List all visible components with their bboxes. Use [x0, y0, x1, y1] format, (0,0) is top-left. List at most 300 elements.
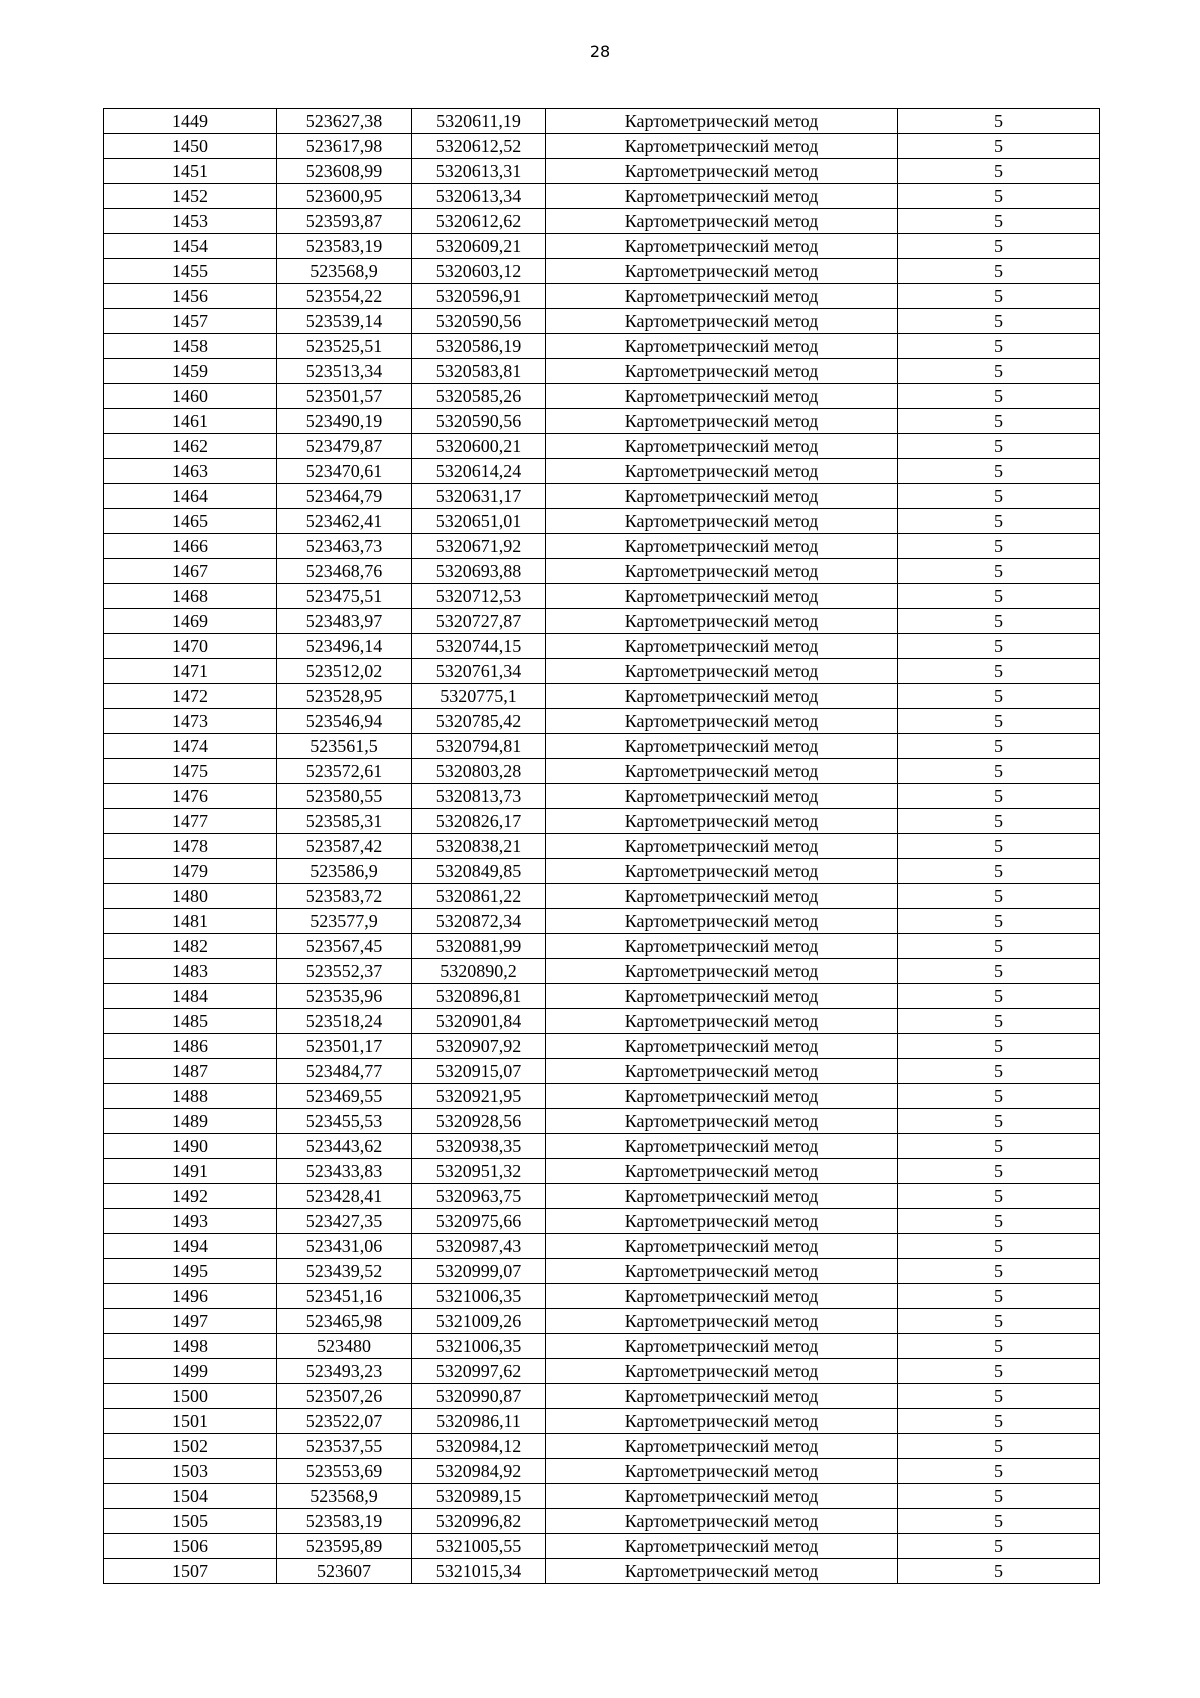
- accuracy-cell: 5: [898, 409, 1100, 434]
- y-coordinate-cell: 5320989,15: [412, 1484, 546, 1509]
- accuracy-cell: 5: [898, 1484, 1100, 1509]
- x-coordinate-cell: 523522,07: [277, 1409, 412, 1434]
- method-cell: Картометрический метод: [546, 959, 898, 984]
- point-number-cell: 1476: [104, 784, 277, 809]
- y-coordinate-cell: 5320744,15: [412, 634, 546, 659]
- method-cell: Картометрический метод: [546, 934, 898, 959]
- method-cell: Картометрический метод: [546, 834, 898, 859]
- table-row: [104, 1009, 1100, 1034]
- method-cell: Картометрический метод: [546, 634, 898, 659]
- table-row: [104, 284, 1100, 309]
- accuracy-cell: 5: [898, 484, 1100, 509]
- y-coordinate-cell: 5320803,28: [412, 759, 546, 784]
- y-coordinate-cell: 5320872,34: [412, 909, 546, 934]
- accuracy-cell: 5: [898, 1209, 1100, 1234]
- accuracy-cell: 5: [898, 1409, 1100, 1434]
- x-coordinate-cell: 523431,06: [277, 1234, 412, 1259]
- point-number-cell: 1479: [104, 859, 277, 884]
- accuracy-cell: 5: [898, 934, 1100, 959]
- y-coordinate-cell: 5320671,92: [412, 534, 546, 559]
- point-number-cell: 1464: [104, 484, 277, 509]
- point-number-cell: 1483: [104, 959, 277, 984]
- y-coordinate-cell: 5320938,35: [412, 1134, 546, 1159]
- point-number-cell: 1491: [104, 1159, 277, 1184]
- table-body: [104, 109, 1100, 1584]
- x-coordinate-cell: 523595,89: [277, 1534, 412, 1559]
- table-row: [104, 884, 1100, 909]
- table-row: [104, 334, 1100, 359]
- method-cell: Картометрический метод: [546, 1484, 898, 1509]
- x-coordinate-cell: 523552,37: [277, 959, 412, 984]
- accuracy-cell: 5: [898, 1184, 1100, 1209]
- x-coordinate-cell: 523617,98: [277, 134, 412, 159]
- y-coordinate-cell: 5320693,88: [412, 559, 546, 584]
- accuracy-cell: 5: [898, 534, 1100, 559]
- x-coordinate-cell: 523507,26: [277, 1384, 412, 1409]
- x-coordinate-cell: 523501,17: [277, 1034, 412, 1059]
- x-coordinate-cell: 523501,57: [277, 384, 412, 409]
- table-row: [104, 1534, 1100, 1559]
- point-number-cell: 1492: [104, 1184, 277, 1209]
- accuracy-cell: 5: [898, 1109, 1100, 1134]
- point-number-cell: 1449: [104, 109, 277, 134]
- y-coordinate-cell: 5321006,35: [412, 1284, 546, 1309]
- x-coordinate-cell: 523528,95: [277, 684, 412, 709]
- table-row: [104, 384, 1100, 409]
- coordinates-table: [103, 108, 1100, 1584]
- table-row: [104, 759, 1100, 784]
- accuracy-cell: 5: [898, 1509, 1100, 1534]
- table-row: [104, 1509, 1100, 1534]
- x-coordinate-cell: 523568,9: [277, 1484, 412, 1509]
- accuracy-cell: 5: [898, 1034, 1100, 1059]
- method-cell: Картометрический метод: [546, 484, 898, 509]
- method-cell: Картометрический метод: [546, 1509, 898, 1534]
- y-coordinate-cell: 5320890,2: [412, 959, 546, 984]
- table-row: [104, 1434, 1100, 1459]
- y-coordinate-cell: 5320651,01: [412, 509, 546, 534]
- method-cell: Картометрический метод: [546, 859, 898, 884]
- y-coordinate-cell: 5321006,35: [412, 1334, 546, 1359]
- method-cell: Картометрический метод: [546, 684, 898, 709]
- y-coordinate-cell: 5320861,22: [412, 884, 546, 909]
- method-cell: Картометрический метод: [546, 409, 898, 434]
- accuracy-cell: 5: [898, 759, 1100, 784]
- table-row: [104, 1059, 1100, 1084]
- accuracy-cell: 5: [898, 884, 1100, 909]
- method-cell: Картометрический метод: [546, 884, 898, 909]
- x-coordinate-cell: 523580,55: [277, 784, 412, 809]
- point-number-cell: 1471: [104, 659, 277, 684]
- point-number-cell: 1460: [104, 384, 277, 409]
- table-row: [104, 159, 1100, 184]
- accuracy-cell: 5: [898, 1009, 1100, 1034]
- y-coordinate-cell: 5320838,21: [412, 834, 546, 859]
- method-cell: Картометрический метод: [546, 584, 898, 609]
- method-cell: Картометрический метод: [546, 1234, 898, 1259]
- point-number-cell: 1451: [104, 159, 277, 184]
- x-coordinate-cell: 523593,87: [277, 209, 412, 234]
- method-cell: Картометрический метод: [546, 1309, 898, 1334]
- table-row: [104, 509, 1100, 534]
- x-coordinate-cell: 523585,31: [277, 809, 412, 834]
- table-row: [104, 1134, 1100, 1159]
- x-coordinate-cell: 523496,14: [277, 634, 412, 659]
- y-coordinate-cell: 5320596,91: [412, 284, 546, 309]
- method-cell: Картометрический метод: [546, 159, 898, 184]
- x-coordinate-cell: 523535,96: [277, 984, 412, 1009]
- table-row: [104, 659, 1100, 684]
- method-cell: Картометрический метод: [546, 259, 898, 284]
- x-coordinate-cell: 523587,42: [277, 834, 412, 859]
- table-row: [104, 1384, 1100, 1409]
- method-cell: Картометрический метод: [546, 534, 898, 559]
- point-number-cell: 1486: [104, 1034, 277, 1059]
- accuracy-cell: 5: [898, 1234, 1100, 1259]
- x-coordinate-cell: 523428,41: [277, 1184, 412, 1209]
- point-number-cell: 1459: [104, 359, 277, 384]
- table-row: [104, 834, 1100, 859]
- x-coordinate-cell: 523568,9: [277, 259, 412, 284]
- x-coordinate-cell: 523583,19: [277, 234, 412, 259]
- y-coordinate-cell: 5320775,1: [412, 684, 546, 709]
- table-row: [104, 1484, 1100, 1509]
- table-row: [104, 709, 1100, 734]
- method-cell: Картометрический метод: [546, 559, 898, 584]
- y-coordinate-cell: 5320585,26: [412, 384, 546, 409]
- point-number-cell: 1455: [104, 259, 277, 284]
- y-coordinate-cell: 5320951,32: [412, 1159, 546, 1184]
- accuracy-cell: 5: [898, 984, 1100, 1009]
- point-number-cell: 1468: [104, 584, 277, 609]
- accuracy-cell: 5: [898, 359, 1100, 384]
- point-number-cell: 1470: [104, 634, 277, 659]
- point-number-cell: 1458: [104, 334, 277, 359]
- accuracy-cell: 5: [898, 959, 1100, 984]
- method-cell: Картометрический метод: [546, 209, 898, 234]
- table-row: [104, 684, 1100, 709]
- method-cell: Картометрический метод: [546, 284, 898, 309]
- accuracy-cell: 5: [898, 234, 1100, 259]
- accuracy-cell: 5: [898, 309, 1100, 334]
- accuracy-cell: 5: [898, 1059, 1100, 1084]
- y-coordinate-cell: 5321009,26: [412, 1309, 546, 1334]
- method-cell: Картометрический метод: [546, 1284, 898, 1309]
- x-coordinate-cell: 523553,69: [277, 1459, 412, 1484]
- y-coordinate-cell: 5320881,99: [412, 934, 546, 959]
- point-number-cell: 1463: [104, 459, 277, 484]
- y-coordinate-cell: 5320826,17: [412, 809, 546, 834]
- point-number-cell: 1461: [104, 409, 277, 434]
- y-coordinate-cell: 5320631,17: [412, 484, 546, 509]
- y-coordinate-cell: 5320999,07: [412, 1259, 546, 1284]
- y-coordinate-cell: 5320727,87: [412, 609, 546, 634]
- table-row: [104, 634, 1100, 659]
- table-row: [104, 209, 1100, 234]
- accuracy-cell: 5: [898, 1534, 1100, 1559]
- point-number-cell: 1481: [104, 909, 277, 934]
- x-coordinate-cell: 523577,9: [277, 909, 412, 934]
- table-row: [104, 909, 1100, 934]
- y-coordinate-cell: 5320896,81: [412, 984, 546, 1009]
- accuracy-cell: 5: [898, 584, 1100, 609]
- x-coordinate-cell: 523567,45: [277, 934, 412, 959]
- y-coordinate-cell: 5320612,52: [412, 134, 546, 159]
- accuracy-cell: 5: [898, 1084, 1100, 1109]
- method-cell: Картометрический метод: [546, 1409, 898, 1434]
- x-coordinate-cell: 523469,55: [277, 1084, 412, 1109]
- x-coordinate-cell: 523462,41: [277, 509, 412, 534]
- accuracy-cell: 5: [898, 509, 1100, 534]
- method-cell: Картометрический метод: [546, 334, 898, 359]
- accuracy-cell: 5: [898, 684, 1100, 709]
- point-number-cell: 1477: [104, 809, 277, 834]
- accuracy-cell: 5: [898, 434, 1100, 459]
- point-number-cell: 1456: [104, 284, 277, 309]
- point-number-cell: 1462: [104, 434, 277, 459]
- accuracy-cell: 5: [898, 1309, 1100, 1334]
- y-coordinate-cell: 5320603,12: [412, 259, 546, 284]
- method-cell: Картометрический метод: [546, 1059, 898, 1084]
- y-coordinate-cell: 5320586,19: [412, 334, 546, 359]
- y-coordinate-cell: 5320901,84: [412, 1009, 546, 1034]
- method-cell: Картометрический метод: [546, 1034, 898, 1059]
- x-coordinate-cell: 523518,24: [277, 1009, 412, 1034]
- table-row: [104, 134, 1100, 159]
- y-coordinate-cell: 5320986,11: [412, 1409, 546, 1434]
- point-number-cell: 1472: [104, 684, 277, 709]
- x-coordinate-cell: 523439,52: [277, 1259, 412, 1284]
- x-coordinate-cell: 523470,61: [277, 459, 412, 484]
- table-row: [104, 1184, 1100, 1209]
- table-row: [104, 534, 1100, 559]
- y-coordinate-cell: 5320712,53: [412, 584, 546, 609]
- table-row: [104, 584, 1100, 609]
- method-cell: Картометрический метод: [546, 1359, 898, 1384]
- x-coordinate-cell: 523513,34: [277, 359, 412, 384]
- y-coordinate-cell: 5320987,43: [412, 1234, 546, 1259]
- x-coordinate-cell: 523464,79: [277, 484, 412, 509]
- point-number-cell: 1497: [104, 1309, 277, 1334]
- method-cell: Картометрический метод: [546, 434, 898, 459]
- point-number-cell: 1507: [104, 1559, 277, 1584]
- x-coordinate-cell: 523586,9: [277, 859, 412, 884]
- point-number-cell: 1494: [104, 1234, 277, 1259]
- table-row: [104, 734, 1100, 759]
- accuracy-cell: 5: [898, 834, 1100, 859]
- method-cell: Картометрический метод: [546, 734, 898, 759]
- table-row: [104, 784, 1100, 809]
- accuracy-cell: 5: [898, 809, 1100, 834]
- x-coordinate-cell: 523480: [277, 1334, 412, 1359]
- table-row: [104, 559, 1100, 584]
- point-number-cell: 1475: [104, 759, 277, 784]
- method-cell: Картометрический метод: [546, 759, 898, 784]
- point-number-cell: 1495: [104, 1259, 277, 1284]
- accuracy-cell: 5: [898, 784, 1100, 809]
- accuracy-cell: 5: [898, 659, 1100, 684]
- accuracy-cell: 5: [898, 284, 1100, 309]
- point-number-cell: 1465: [104, 509, 277, 534]
- y-coordinate-cell: 5321005,55: [412, 1534, 546, 1559]
- method-cell: Картометрический метод: [546, 659, 898, 684]
- table-row: [104, 184, 1100, 209]
- table-row: [104, 809, 1100, 834]
- table-row: [104, 1284, 1100, 1309]
- y-coordinate-cell: 5320583,81: [412, 359, 546, 384]
- point-number-cell: 1487: [104, 1059, 277, 1084]
- y-coordinate-cell: 5320813,73: [412, 784, 546, 809]
- point-number-cell: 1467: [104, 559, 277, 584]
- point-number-cell: 1498: [104, 1334, 277, 1359]
- table-row: [104, 434, 1100, 459]
- point-number-cell: 1450: [104, 134, 277, 159]
- y-coordinate-cell: 5320990,87: [412, 1384, 546, 1409]
- x-coordinate-cell: 523479,87: [277, 434, 412, 459]
- point-number-cell: 1503: [104, 1459, 277, 1484]
- x-coordinate-cell: 523554,22: [277, 284, 412, 309]
- point-number-cell: 1499: [104, 1359, 277, 1384]
- table-row: [104, 109, 1100, 134]
- x-coordinate-cell: 523490,19: [277, 409, 412, 434]
- method-cell: Картометрический метод: [546, 1184, 898, 1209]
- method-cell: Картометрический метод: [546, 134, 898, 159]
- table-row: [104, 1159, 1100, 1184]
- point-number-cell: 1478: [104, 834, 277, 859]
- x-coordinate-cell: 523607: [277, 1559, 412, 1584]
- x-coordinate-cell: 523427,35: [277, 1209, 412, 1234]
- method-cell: Картометрический метод: [546, 984, 898, 1009]
- method-cell: Картометрический метод: [546, 1459, 898, 1484]
- x-coordinate-cell: 523546,94: [277, 709, 412, 734]
- table-row: [104, 309, 1100, 334]
- point-number-cell: 1485: [104, 1009, 277, 1034]
- method-cell: Картометрический метод: [546, 1334, 898, 1359]
- y-coordinate-cell: 5320611,19: [412, 109, 546, 134]
- method-cell: Картометрический метод: [546, 1159, 898, 1184]
- accuracy-cell: 5: [898, 384, 1100, 409]
- x-coordinate-cell: 523572,61: [277, 759, 412, 784]
- x-coordinate-cell: 523451,16: [277, 1284, 412, 1309]
- accuracy-cell: 5: [898, 1334, 1100, 1359]
- accuracy-cell: 5: [898, 734, 1100, 759]
- method-cell: Картометрический метод: [546, 709, 898, 734]
- method-cell: Картометрический метод: [546, 359, 898, 384]
- x-coordinate-cell: 523484,77: [277, 1059, 412, 1084]
- accuracy-cell: 5: [898, 334, 1100, 359]
- x-coordinate-cell: 523583,72: [277, 884, 412, 909]
- point-number-cell: 1505: [104, 1509, 277, 1534]
- point-number-cell: 1473: [104, 709, 277, 734]
- accuracy-cell: 5: [898, 709, 1100, 734]
- table-row: [104, 1409, 1100, 1434]
- table-row: [104, 1209, 1100, 1234]
- table-row: [104, 359, 1100, 384]
- x-coordinate-cell: 523443,62: [277, 1134, 412, 1159]
- x-coordinate-cell: 523483,97: [277, 609, 412, 634]
- method-cell: Картометрический метод: [546, 1434, 898, 1459]
- point-number-cell: 1454: [104, 234, 277, 259]
- x-coordinate-cell: 523539,14: [277, 309, 412, 334]
- y-coordinate-cell: 5320928,56: [412, 1109, 546, 1134]
- point-number-cell: 1504: [104, 1484, 277, 1509]
- accuracy-cell: 5: [898, 259, 1100, 284]
- y-coordinate-cell: 5320785,42: [412, 709, 546, 734]
- y-coordinate-cell: 5320613,31: [412, 159, 546, 184]
- point-number-cell: 1466: [104, 534, 277, 559]
- point-number-cell: 1452: [104, 184, 277, 209]
- page-number: 28: [589, 42, 611, 61]
- y-coordinate-cell: 5320963,75: [412, 1184, 546, 1209]
- x-coordinate-cell: 523455,53: [277, 1109, 412, 1134]
- y-coordinate-cell: 5320984,12: [412, 1434, 546, 1459]
- accuracy-cell: 5: [898, 1559, 1100, 1584]
- x-coordinate-cell: 523600,95: [277, 184, 412, 209]
- method-cell: Картометрический метод: [546, 1009, 898, 1034]
- accuracy-cell: 5: [898, 1284, 1100, 1309]
- table-row: [104, 1359, 1100, 1384]
- x-coordinate-cell: 523468,76: [277, 559, 412, 584]
- point-number-cell: 1474: [104, 734, 277, 759]
- table-row: [104, 609, 1100, 634]
- y-coordinate-cell: 5320997,62: [412, 1359, 546, 1384]
- accuracy-cell: 5: [898, 159, 1100, 184]
- x-coordinate-cell: 523465,98: [277, 1309, 412, 1334]
- point-number-cell: 1501: [104, 1409, 277, 1434]
- method-cell: Картометрический метод: [546, 1259, 898, 1284]
- method-cell: Картометрический метод: [546, 1534, 898, 1559]
- y-coordinate-cell: 5320612,62: [412, 209, 546, 234]
- x-coordinate-cell: 523475,51: [277, 584, 412, 609]
- y-coordinate-cell: 5320915,07: [412, 1059, 546, 1084]
- table-row: [104, 1084, 1100, 1109]
- accuracy-cell: 5: [898, 1134, 1100, 1159]
- y-coordinate-cell: 5321015,34: [412, 1559, 546, 1584]
- y-coordinate-cell: 5320600,21: [412, 434, 546, 459]
- point-number-cell: 1484: [104, 984, 277, 1009]
- method-cell: Картометрический метод: [546, 1559, 898, 1584]
- table-row: [104, 1234, 1100, 1259]
- accuracy-cell: 5: [898, 1384, 1100, 1409]
- table-row: [104, 259, 1100, 284]
- method-cell: Картометрический метод: [546, 784, 898, 809]
- method-cell: Картометрический метод: [546, 309, 898, 334]
- x-coordinate-cell: 523433,83: [277, 1159, 412, 1184]
- accuracy-cell: 5: [898, 134, 1100, 159]
- method-cell: Картометрический метод: [546, 184, 898, 209]
- y-coordinate-cell: 5320849,85: [412, 859, 546, 884]
- table-row: [104, 1259, 1100, 1284]
- method-cell: Картометрический метод: [546, 1109, 898, 1134]
- method-cell: Картометрический метод: [546, 109, 898, 134]
- accuracy-cell: 5: [898, 1159, 1100, 1184]
- accuracy-cell: 5: [898, 634, 1100, 659]
- accuracy-cell: 5: [898, 184, 1100, 209]
- y-coordinate-cell: 5320761,34: [412, 659, 546, 684]
- point-number-cell: 1500: [104, 1384, 277, 1409]
- table-row: [104, 1034, 1100, 1059]
- table-row: [104, 984, 1100, 1009]
- table-row: [104, 484, 1100, 509]
- table-row: [104, 234, 1100, 259]
- point-number-cell: 1493: [104, 1209, 277, 1234]
- accuracy-cell: 5: [898, 1259, 1100, 1284]
- y-coordinate-cell: 5320794,81: [412, 734, 546, 759]
- accuracy-cell: 5: [898, 559, 1100, 584]
- accuracy-cell: 5: [898, 459, 1100, 484]
- method-cell: Картометрический метод: [546, 909, 898, 934]
- accuracy-cell: 5: [898, 209, 1100, 234]
